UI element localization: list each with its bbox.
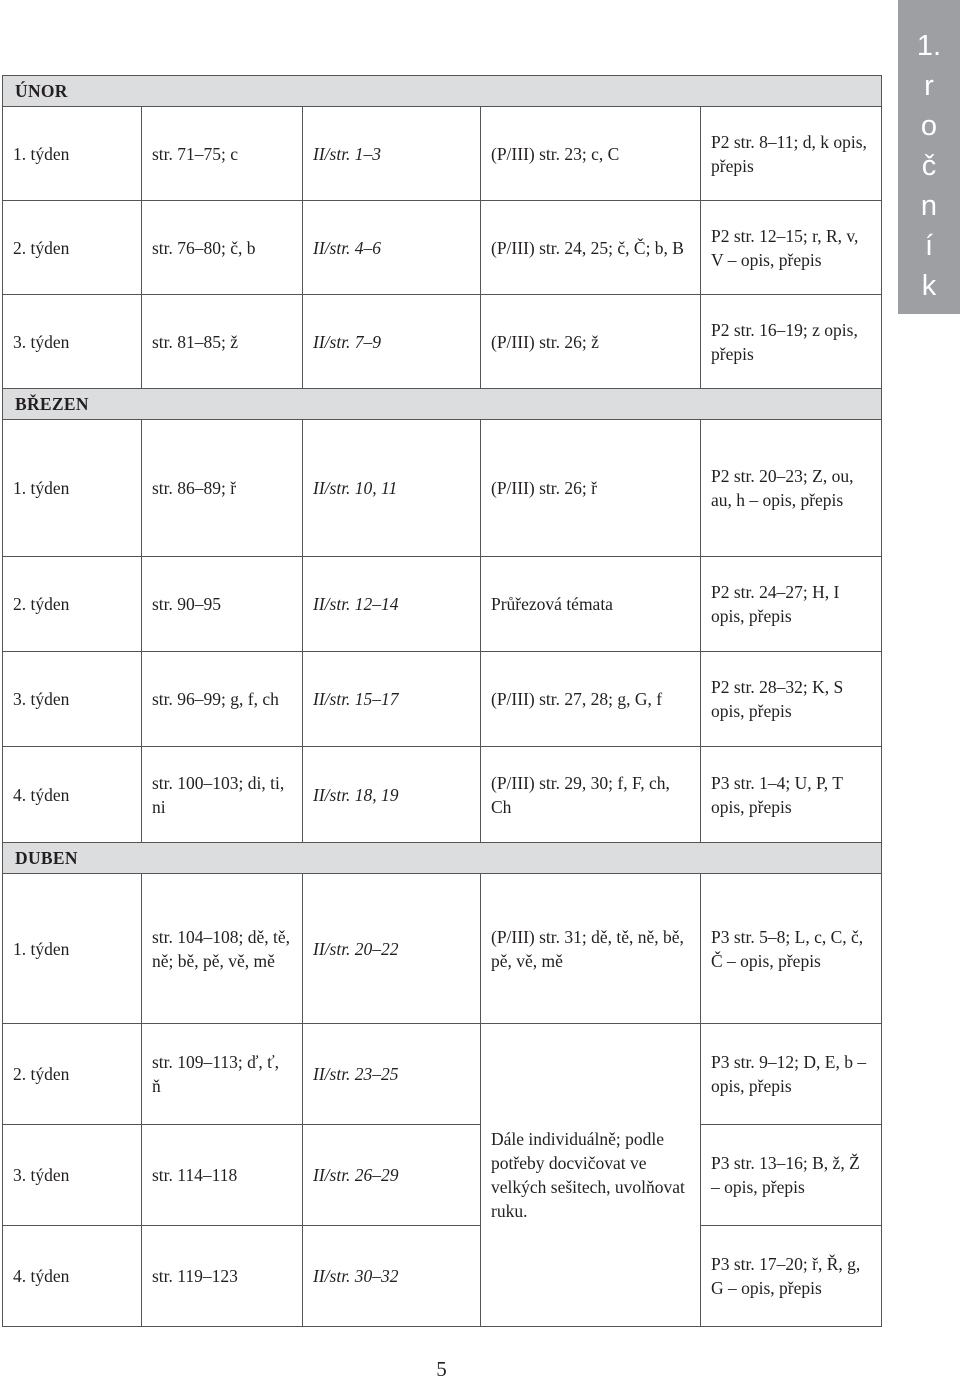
month-name: DUBEN [3,843,882,874]
workbook-cell: II/str. 15–17 [303,652,481,747]
copying-cell: P3 str. 1–4; U, P, T opis, přepis [701,747,882,843]
pages-cell: str. 114–118 [142,1125,303,1226]
week-cell: 3. týden [3,652,142,747]
table-row [3,420,882,557]
pages-cell: str. 100–103; di, ti, ni [142,747,303,843]
month-name: ÚNOR [3,76,882,107]
workbook-cell: II/str. 10, 11 [303,420,481,557]
copying-cell: P2 str. 12–15; r, R, v, V – opis, přepis [701,201,882,295]
side-tab-char: o [920,110,938,142]
table-row [3,1226,882,1327]
writing-cell: (P/III) str. 26; ř [481,420,701,557]
week-cell: 4. týden [3,747,142,843]
table-row [3,874,882,1024]
copying-cell: P2 str. 8–11; d, k opis, přepis [701,107,882,201]
side-tab-char: í [924,230,934,262]
workbook-cell: II/str. 18, 19 [303,747,481,843]
week-cell: 1. týden [3,420,142,557]
copying-cell: P2 str. 24–27; H, I opis, přepis [701,557,882,652]
grade-side-tab [898,0,960,314]
month-row [3,76,882,107]
table-row [3,295,882,389]
copying-cell: P3 str. 9–12; D, E, b – opis, přepis [701,1024,882,1125]
table-row [3,652,882,747]
pages-cell: str. 71–75; c [142,107,303,201]
workbook-cell: II/str. 20–22 [303,874,481,1024]
workbook-cell: II/str. 4–6 [303,201,481,295]
workbook-cell: II/str. 7–9 [303,295,481,389]
side-tab-char: 1. [916,30,942,62]
week-cell: 1. týden [3,107,142,201]
table-row [3,107,882,201]
table-row [3,557,882,652]
table-row [3,1024,882,1125]
week-cell: 1. týden [3,874,142,1024]
writing-cell: (P/III) str. 31; dě, tě, ně, bě, pě, vě, mě [481,874,701,1024]
writing-cell: (P/III) str. 24, 25; č, Č; b, B [481,201,701,295]
week-cell: 4. týden [3,1226,142,1327]
workbook-cell: II/str. 23–25 [303,1024,481,1125]
writing-cell: (P/III) str. 27, 28; g, G, f [481,652,701,747]
side-tab-char: r [924,70,934,102]
side-tab-char: č [921,150,937,182]
writing-cell: Průřezová témata [481,557,701,652]
page-number: 5 [436,1357,447,1381]
copying-cell: P3 str. 13–16; B, ž, Ž – opis, přepis [701,1125,882,1226]
writing-note-cell: Dále individuálně; podle potřeby docvičovat ve velkých sešitech, uvolňovat ruku. [481,1024,701,1327]
workbook-cell: II/str. 30–32 [303,1226,481,1327]
pages-cell: str. 104–108; dě, tě, ně; bě, pě, vě, mě [142,874,303,1024]
month-name: BŘEZEN [3,389,882,420]
table-row [3,1125,882,1226]
table-row [3,747,882,843]
workbook-cell: II/str. 12–14 [303,557,481,652]
copying-cell: P3 str. 17–20; ř, Ř, g, G – opis, přepis [701,1226,882,1327]
copying-cell: P2 str. 28–32; K, S opis, přepis [701,652,882,747]
copying-cell: P3 str. 5–8; L, c, C, č, Č – opis, přepis [701,874,882,1024]
month-row [3,843,882,874]
week-cell: 2. týden [3,201,142,295]
side-tab-char: k [921,270,937,302]
week-cell: 3. týden [3,295,142,389]
lesson-plan-table [2,75,882,1327]
week-cell: 2. týden [3,1024,142,1125]
copying-cell: P2 str. 16–19; z opis, přepis [701,295,882,389]
side-tab-char: n [920,190,938,222]
pages-cell: str. 90–95 [142,557,303,652]
week-cell: 2. týden [3,557,142,652]
writing-cell: (P/III) str. 26; ž [481,295,701,389]
workbook-cell: II/str. 1–3 [303,107,481,201]
pages-cell: str. 119–123 [142,1226,303,1327]
week-cell: 3. týden [3,1125,142,1226]
table-row [3,201,882,295]
pages-cell: str. 109–113; ď, ť, ň [142,1024,303,1125]
copying-cell: P2 str. 20–23; Z, ou, au, h – opis, přepis [701,420,882,557]
pages-cell: str. 86–89; ř [142,420,303,557]
pages-cell: str. 76–80; č, b [142,201,303,295]
writing-cell: (P/III) str. 29, 30; f, F, ch, Ch [481,747,701,843]
writing-cell: (P/III) str. 23; c, C [481,107,701,201]
pages-cell: str. 96–99; g, f, ch [142,652,303,747]
workbook-cell: II/str. 26–29 [303,1125,481,1226]
pages-cell: str. 81–85; ž [142,295,303,389]
month-row [3,389,882,420]
